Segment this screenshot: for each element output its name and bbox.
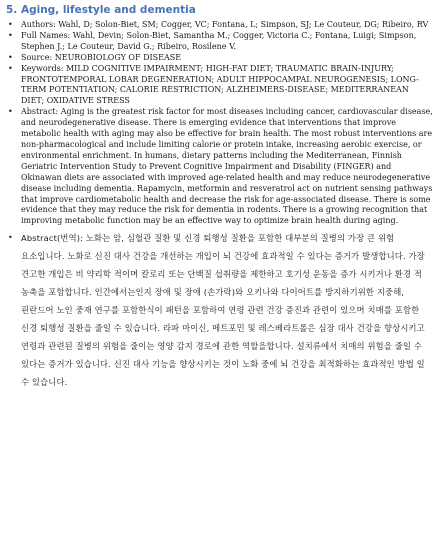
full-names-item (6, 31, 433, 53)
keywords-text: Keywords: MILD COGNITIVE IMPAIRMENT; HIGH-FAT DIET; TRAUMATIC BRAIN-INJURY; FRONTOTEMPORAL LOBAR DEGENERATION; ADULT HIPPOCAMPAL NEUROGENESIS; LONG-TERM POTENTIATION; CALORIE RESTRICTION; ALZHEIMERS-DISEASE; MEDITERRANEAN DIET; OXIDATIVE STRESS (21, 63, 419, 106)
record-fields (6, 20, 433, 391)
bullet-icon: • (8, 20, 13, 29)
section-heading: 5. Aging, lifestyle and dementia (6, 4, 196, 16)
authors-item (6, 20, 433, 31)
abstract-item (6, 107, 433, 227)
bullet-icon: • (8, 107, 13, 117)
bullet-icon: • (8, 30, 13, 40)
abstract-translation-item (6, 229, 433, 391)
bullet-icon: • (8, 52, 13, 62)
abstract-text: Abstract: Aging is the greatest risk factor for most diseases including cancer, cardiovascular disease, and neurodegenerative disease. There is emerging evidence that interventions that improve metabolic health with aging may also be effective for brain health. The most robust interventions are non-pharmacological and include limiting calorie or protein intake, increasing aerobic exercise, or environmental enrichment. In humans, dietary patterns including the Mediterranean, Finnish Geriatric Intervention Study to Prevent Cognitive Impairment and Disability (FINGER) and Okinawan diets are associated with improved age-related health and may reduce neurodegenerative disease including dementia. Rapamycin, metformin and resveratrol act on nutrient sensing pathways that improve cardiometabolic health and decrease the risk for age-associated disease. There is some evidence that they may reduce the risk for dementia in rodents. There is a growing recognition that improving metabolic function may be an effective way to optimize brain health during aging. (21, 107, 433, 226)
bullet-icon: • (8, 63, 13, 73)
full-names-text: Full Names: Wahl, Devin; Solon-Biet, Samantha M.; Cogger, Victoria C.; Fontana, Luigi; Simpson, Stephen J.; Le Couteur, David G.; Ribeiro, Rosilene V. (21, 30, 417, 51)
keywords-item (6, 64, 433, 108)
source-text: Source: NEUROBIOLOGY OF DISEASE (21, 52, 182, 62)
authors-text: Authors: Wahl, D; Solon-Biet, SM; Cogger, VC; Fontana, L; Simpson, SJ; Le Couteur, DG; Ribeiro, RV (21, 20, 429, 29)
abstract-translation-text: Abstract(번역): 노화는 암, 심혈관 질환 및 신경 퇴행성 질환을 포함한 대부분의 질병의 가장 큰 위험 요소입니다. 노화로 신진 대사 건강을 개선하는 개입이 뇌 건강에 효과적일 수 있다는 증거가 발생합니다. 가장 견고한 개입은 비 약리학 적이며 칼로리 또는 단백질 섭취량을 제한하고 호기성 운동을 증가 시키거나 환경 적 농축을 포함합니다. 인간에서는인지 장애 및 장애 (손가락)와 오키나와 다이어트를 방지하기위한 지중해, 핀란드어 노인 중재 연구를 포함한식이 패턴을 포함하여 연령 관련 건강 증진과 관련이 있으며 치매를 포함한 신경 퇴행성 질환을 줄일 수 있습니다. 라파 마이신, 메트포민 및 레스베라트롤은 심장 대사 건강을 향상시키고 연령과 관련된 질병의 위험을 줄이는 영양 감지 경로에 관한 역할을합니다. 설치류에서 치매의 위험을 줄일 수 있다는 증거가 있습니다. 신진 대사 기능을 향상시키는 것이 노화 중에 뇌 건강을 최적화하는 효과적인 방법 일 수 있습니다. (21, 233, 425, 388)
bullet-icon: • (8, 233, 13, 243)
source-item (6, 53, 433, 64)
